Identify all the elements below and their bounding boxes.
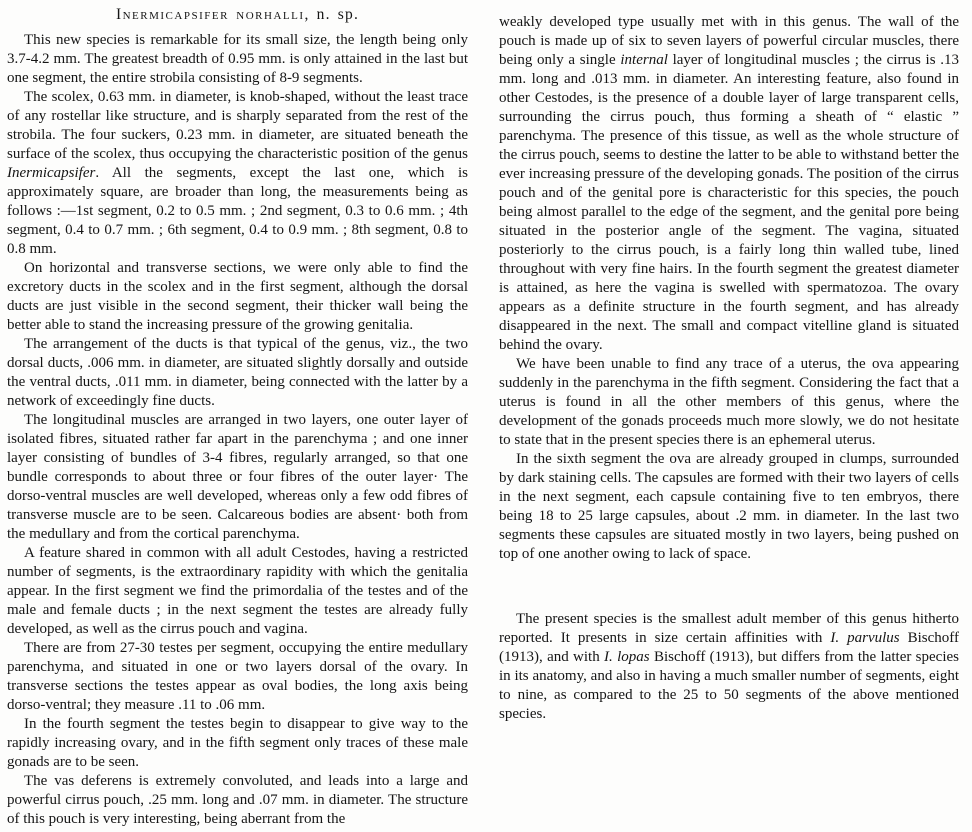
text-run: In the sixth segment the ova are already grouped in clumps, surrounded by dark staining cells. The capsules are formed with their two layers of cells in the next segment, each capsule containing five to ten embryos, there being 18 to 25 large capsules, about .2 mm. in diameter. In the last two segments these capsules are situated mostly in two layers, being pushed on top of one another owing to lack of space.	[499, 451, 959, 562]
paragraph	[499, 610, 959, 724]
text-run: layer of longitudinal muscles ; the cirrus is .13 mm. long and .013 mm. in diameter. An interesting feature, also found in other Cestodes, is the presence of a double layer of large transparent cells, surrounding the cirrus pouch, thus forming a sheath of “ elastic ” parenchyma. The presence of this tissue, as well as the whole structure of the cirrus pouch, seems to destine the latter to be able to withstand better the ever increasing pressure of the developing gonads. The position of the cirrus pouch and of the genital pore is characteristic for this species, the pouch being almost parallel to the edge of the segment, and the genital pore being situated in the posterior angle of the segment. The vagina, situated posteriorly to the cirrus pouch, is a fairly long thin walled tube, lined throughout with very fine hairs. In the fourth segment the greatest diameter is attained, as here the vagina is swelled with spermatozoa. The ovary appears as a definite structure in the fourth segment, and has already disappeared in the next. The small and compact vitelline gland is situated behind the ovary.	[499, 52, 960, 353]
text-run: A feature shared in common with all adult Cestodes, having a restricted number of segments, is the extraordinary rapidity with which the genitalia appear. In the first segment we find the primordalia of the testes and of the male and female ducts ; in the next segment the testes are already fully developed, as well as the cirrus pouch and vagina.	[7, 545, 468, 637]
right-column	[499, 13, 959, 724]
text-run: The scolex, 0.63 mm. in diameter, is knob-shaped, without the least trace of any rostellar like structure, and is sharply separated from the rest of the strobila. The four suckers, 0.23 mm. in diameter, are situated beneath the surface of the scolex, thus occupying the characteristic position of the genus	[7, 89, 468, 162]
paragraph	[7, 88, 468, 259]
text-run: I. lopas	[604, 649, 650, 665]
left-column	[7, 0, 468, 829]
text-run: weakly developed type usually met with in this genus. The wall of the pouch is made up of six to seven layers of powerful circular muscles, there being only a single	[499, 14, 959, 68]
text-run: The vas deferens is extremely convoluted, and leads into a large and powerful cirrus pouch, .25 mm. long and .07 mm. in diameter. The structure of this pouch is very interesting, being aberrant from the	[7, 773, 468, 827]
text-run: The present species is the smallest adult member of this genus hitherto reported. It presents in size certain affinities with	[499, 611, 959, 646]
paragraph	[7, 411, 468, 544]
text-run: This new species is remarkable for its small size, the length being only 3.7-4.2 mm. The greatest breadth of 0.95 mm. is only attained in the last but one segment, the entire strobila consisting of 8-9 segments.	[7, 32, 468, 86]
paragraph	[7, 544, 468, 639]
text-run: The arrangement of the ducts is that typical of the genus, viz., the two dorsal ducts, .006 mm. in diameter, are situated slightly dorsally and outside the ventral ducts, .011 mm. in diameter, being connected with the latter by a network of exceedingly fine ducts.	[7, 336, 468, 409]
text-run: , n. sp.	[304, 6, 360, 23]
text-run: On horizontal and transverse sections, we were only able to find the excretory ducts in the scolex and in the first segment, although the dorsal ducts are just visible in the second segment, their thicker wall being the better able to stand the increasing pressure of the growing genitalia.	[7, 260, 468, 333]
paragraph	[499, 355, 959, 450]
paragraph	[499, 450, 959, 564]
paragraph	[7, 715, 468, 772]
paragraph	[7, 259, 468, 335]
paragraph	[7, 335, 468, 411]
paragraph	[7, 639, 468, 715]
text-run: Inermicapsifer	[7, 165, 96, 181]
text-run: . All the segments, except the last one, which is approximately square, are broader than long, the measurements being as follows :—1st segment, 0.2 to 0.5 mm. ; 2nd segment, 0.3 to 0.6 mm. ; 4th segment, 0.4 to 0.7 mm. ; 6th segment, 0.4 to 0.9 mm. ; 8th segment, 0.8 to 0.8 mm.	[7, 165, 468, 257]
text-run: I. parvulus	[830, 630, 900, 646]
text-run: internal	[620, 52, 668, 68]
text-run: Inermicapsifer norhalli	[115, 6, 305, 23]
text-run: Bischoff (1913), but differs from the latter species in its anatomy, and also in having a much smaller number of segments, eight to nine, as compared to the 25 to 50 segments of the above mentioned species.	[499, 649, 959, 722]
paragraph	[499, 13, 959, 355]
text-run: The longitudinal muscles are arranged in two layers, one outer layer of isolated fibres, situated rather far apart in the parenchyma ; and one inner layer consisting of bundles of 3-4 fibres, regularly arranged, so that one bundle corresponds to about three or four fibres of the outer layer· The dorso-ventral muscles are well developed, whereas only a few odd fibres of transverse muscle are to be seen. Calcareous bodies are absent· both from the medullary and from the cortical parenchyma.	[7, 412, 468, 542]
species-title	[7, 5, 468, 24]
text-run: In the fourth segment the testes begin to disappear to give way to the rapidly increasing ovary, and in the fifth segment only traces of these male gonads are to be seen.	[7, 716, 468, 770]
text-run: We have been unable to find any trace of a uterus, the ova appearing suddenly in the parenchyma in the fifth segment. Considering the fact that a uterus is found in all the other members of this genus, where the development of the gonads proceeds much more slowly, we do not hesitate to state that in the present species there is an ephemeral uterus.	[499, 356, 959, 448]
paragraph	[7, 772, 468, 829]
paragraph	[7, 31, 468, 88]
text-run: There are from 27-30 testes per segment, occupying the entire medullary parenchyma, and situated in one or two layers dorsal of the ovary. In transverse sections the testes appear as oval bodies, the long axis being dorso-ventral; they measure .11 to .06 mm.	[7, 640, 468, 713]
text-run: Bischoff (1913), and with	[499, 630, 959, 665]
